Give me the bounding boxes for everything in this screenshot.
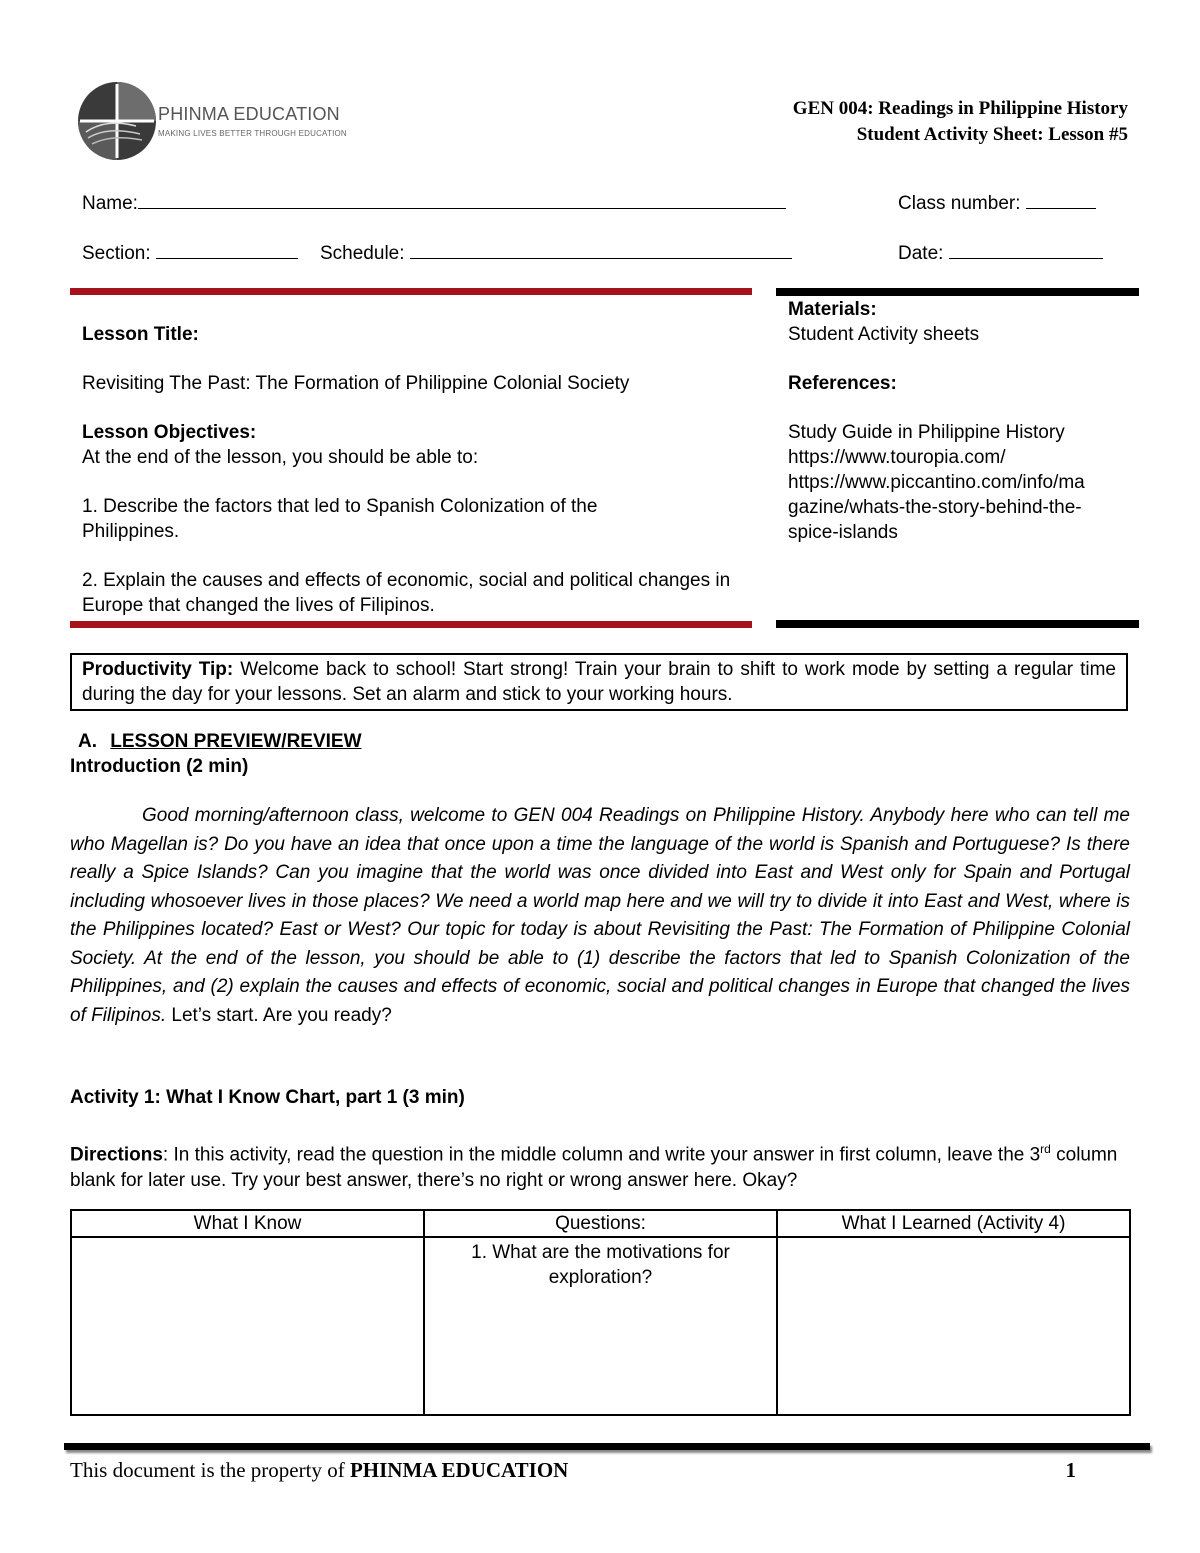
chart-header-row xyxy=(71,1210,1130,1237)
section-letter: A. xyxy=(78,731,97,752)
reference-link-line: gazine/whats-the-story-behind-the- xyxy=(788,497,1082,518)
left-bottom-bar xyxy=(70,621,752,628)
left-top-bar xyxy=(70,288,752,295)
footer xyxy=(70,1458,1076,1483)
lesson-info xyxy=(82,322,732,618)
answer-cell-what-i-know[interactable] xyxy=(71,1237,424,1415)
objectives-label: Lesson Objectives: xyxy=(82,422,257,443)
question-1: 1. What are the motivations for exploration? xyxy=(471,1242,730,1288)
footer-bar xyxy=(64,1443,1150,1450)
materials-value: Student Activity sheets xyxy=(788,324,980,345)
column-what-i-know: What I Know xyxy=(71,1210,424,1237)
phinma-globe-icon xyxy=(76,80,158,162)
materials-label: Materials: xyxy=(788,299,877,320)
sheet-title: Student Activity Sheet: Lesson #5 xyxy=(856,124,1128,145)
chart-row xyxy=(71,1237,1130,1415)
name-label: Name: xyxy=(82,193,138,214)
what-i-know-chart xyxy=(70,1209,1131,1416)
date-line[interactable] xyxy=(949,240,1103,259)
section-title: LESSON PREVIEW/REVIEW xyxy=(110,731,362,752)
section-field[interactable] xyxy=(82,240,298,265)
date-field[interactable] xyxy=(898,240,1103,265)
reference-link[interactable] xyxy=(788,470,1138,545)
footer-owner: PHINMA EDUCATION xyxy=(349,1458,569,1482)
materials-references xyxy=(788,297,1138,545)
activity-1-directions xyxy=(70,1136,1130,1194)
question-cell xyxy=(424,1237,777,1415)
directions-sup: rd xyxy=(1040,1142,1051,1156)
introduction-heading: Introduction (2 min) xyxy=(70,756,249,777)
reference-link-line: spice-islands xyxy=(788,522,898,543)
footer-text: This document is the property of xyxy=(70,1458,350,1482)
objective-2: 2. Explain the causes and effects of economic, social and political changes in Europe that changed the lives of Filipinos. xyxy=(82,570,731,616)
class-number-label: Class number: xyxy=(898,193,1021,214)
section-a-heading xyxy=(78,731,362,753)
class-number-field[interactable] xyxy=(898,190,1096,215)
right-top-bar xyxy=(776,288,1139,296)
course-title: GEN 004: Readings in Philippine History xyxy=(792,98,1128,119)
reference-link[interactable]: https://www.touropia.com/ xyxy=(788,447,1006,468)
intro-text: Good morning/afternoon class, welcome to GEN 004 Readings on Philippine History. Anybody here who can tell me who Magellan is? Do you have an idea that once upon a time the language of the world is Spanish and Portuguese? Is there really a Spice Islands? Can you imagine that the world was once divided into East and West only for Spain and Portugal including whosoever lives in those places? We need a world map here and we will try to divide it into East and West, where is the Philippines located? East or West? Our topic for today is about Revisiting the Past: The Formation of Philippine Colonial Society. At the end of the lesson, you should be able to (1) describe the factors that led to Spanish Colonization of the Philippines, and (2) explain the causes and effects of economic, social and political changes in Europe that changed the lives of Filipinos. xyxy=(70,805,1130,1026)
tip-label: Productivity Tip: xyxy=(82,659,234,680)
schedule-line[interactable] xyxy=(410,240,792,259)
activity-1-heading: Activity 1: What I Know Chart, part 1 (3 min) xyxy=(70,1087,465,1108)
directions-text-2: column blank for later use. Try your best answer, there’s no right or wrong answer here. Okay? xyxy=(70,1144,1118,1192)
logo-tagline: MAKING LIVES BETTER THROUGH EDUCATION xyxy=(158,129,347,138)
references-label: References: xyxy=(788,373,897,394)
tip-text: Welcome back to school! Start strong! Train your brain to shift to work mode by setting a regular time during the day for your lessons. Set an alarm and stick to your working hours. xyxy=(82,659,1116,705)
introduction-paragraph xyxy=(70,802,1130,1030)
answer-cell-what-i-learned[interactable] xyxy=(777,1237,1130,1415)
logo-name: PHINMA EDUCATION xyxy=(158,104,340,124)
column-what-i-learned: What I Learned (Activity 4) xyxy=(777,1210,1130,1237)
schedule-label: Schedule: xyxy=(320,243,405,264)
date-label: Date: xyxy=(898,243,944,264)
name-line[interactable] xyxy=(138,190,786,209)
directions-label: Directions xyxy=(70,1144,163,1166)
intro-closing: Let’s start. Are you ready? xyxy=(166,1004,392,1026)
schedule-field[interactable] xyxy=(320,240,792,265)
productivity-tip-box xyxy=(70,653,1128,711)
lesson-title-label: Lesson Title: xyxy=(82,324,199,345)
name-field[interactable] xyxy=(82,190,786,215)
class-number-line[interactable] xyxy=(1026,190,1096,209)
objectives-intro: At the end of the lesson, you should be able to: xyxy=(82,447,479,468)
logo-text xyxy=(158,104,347,138)
document-header xyxy=(793,96,1128,148)
objective-1: 1. Describe the factors that led to Spanish Colonization of the Philippines. xyxy=(82,496,598,542)
reference-link-line: https://www.piccantino.com/info/ma xyxy=(788,472,1085,493)
reference-item: Study Guide in Philippine History xyxy=(788,422,1065,443)
section-label: Section: xyxy=(82,243,151,264)
lesson-title: Revisiting The Past: The Formation of Philippine Colonial Society xyxy=(82,373,630,394)
section-line[interactable] xyxy=(156,240,298,259)
column-questions: Questions: xyxy=(424,1210,777,1237)
directions-text: : In this activity, read the question in the middle column and write your answer in first column, leave the 3 xyxy=(162,1144,1041,1166)
page-number: 1 xyxy=(1065,1458,1076,1482)
right-bottom-bar xyxy=(776,620,1139,628)
